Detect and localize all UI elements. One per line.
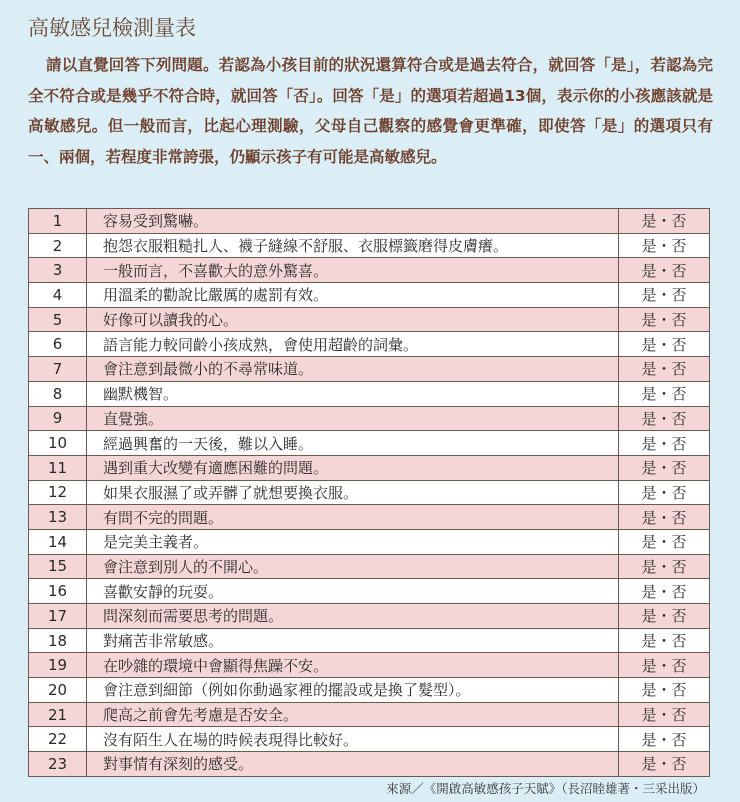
table-row	[29, 628, 710, 653]
question-text: 在吵雜的環境中會顯得焦躁不安。	[87, 653, 619, 678]
table-row	[29, 209, 710, 234]
table-row	[29, 357, 710, 382]
table-row	[29, 529, 710, 554]
question-text: 如果衣服濕了或弄髒了就想要換衣服。	[87, 480, 619, 505]
yes-no-answer[interactable]: 是・否	[619, 455, 710, 480]
question-number: 9	[29, 406, 87, 431]
question-text: 會注意到最微小的不尋常味道。	[87, 357, 619, 382]
question-text: 會注意到細節（例如你動過家裡的擺設或是換了髮型）。	[87, 678, 619, 703]
question-text: 好像可以讀我的心。	[87, 307, 619, 332]
table-row	[29, 332, 710, 357]
yes-no-answer[interactable]: 是・否	[619, 678, 710, 703]
question-number: 19	[29, 653, 87, 678]
yes-no-answer[interactable]: 是・否	[619, 480, 710, 505]
yes-no-answer[interactable]: 是・否	[619, 283, 710, 308]
question-number: 15	[29, 554, 87, 579]
yes-no-answer[interactable]: 是・否	[619, 529, 710, 554]
question-number: 5	[29, 307, 87, 332]
question-text: 抱怨衣服粗糙扎人、襪子縫線不舒服、衣服標籤磨得皮膚癢。	[87, 233, 619, 258]
question-number: 7	[29, 357, 87, 382]
yes-no-answer[interactable]: 是・否	[619, 209, 710, 234]
question-text: 會注意到別人的不開心。	[87, 554, 619, 579]
table-row	[29, 727, 710, 752]
table-row	[29, 505, 710, 530]
yes-no-answer[interactable]: 是・否	[619, 628, 710, 653]
questionnaire-table	[28, 208, 710, 777]
table-row	[29, 381, 710, 406]
question-text: 對事情有深刻的感受。	[87, 752, 619, 777]
question-number: 1	[29, 209, 87, 234]
table-row	[29, 554, 710, 579]
question-text: 爬高之前會先考慮是否安全。	[87, 702, 619, 727]
question-text: 喜歡安靜的玩耍。	[87, 579, 619, 604]
yes-no-answer[interactable]: 是・否	[619, 653, 710, 678]
question-text: 是完美主義者。	[87, 529, 619, 554]
question-text: 幽默機智。	[87, 381, 619, 406]
yes-no-answer[interactable]: 是・否	[619, 258, 710, 283]
question-text: 遇到重大改變有適應困難的問題。	[87, 455, 619, 480]
table-row	[29, 604, 710, 629]
table-row	[29, 752, 710, 777]
table-row	[29, 233, 710, 258]
yes-no-answer[interactable]: 是・否	[619, 727, 710, 752]
yes-no-answer[interactable]: 是・否	[619, 505, 710, 530]
question-number: 13	[29, 505, 87, 530]
intro-paragraph: 請以直覺回答下列問題。若認為小孩目前的狀況還算符合或是過去符合，就回答「是」，若認為完全不符合或是幾乎不符合時，就回答「否」。回答「是」的選項若超過13個，表示你的小孩應該就是高敏感兒。但一般而言，比起心理測驗，父母自己觀察的感覺會更準確，即使答「是」的選項只有一、兩個，若程度非常誇張，仍顯示孩子有可能是高敏感兒。	[28, 56, 713, 166]
table-row	[29, 455, 710, 480]
table-row	[29, 431, 710, 456]
table-row	[29, 406, 710, 431]
question-number: 6	[29, 332, 87, 357]
question-number: 14	[29, 529, 87, 554]
yes-no-answer[interactable]: 是・否	[619, 431, 710, 456]
question-number: 17	[29, 604, 87, 629]
yes-no-answer[interactable]: 是・否	[619, 702, 710, 727]
source-caption: 來源／《開啟高敏感孩子天賦》（長沼睦雄著・三采出版）	[386, 781, 705, 796]
question-number: 20	[29, 678, 87, 703]
table-row	[29, 678, 710, 703]
question-number: 18	[29, 628, 87, 653]
question-text: 有問不完的問題。	[87, 505, 619, 530]
question-text: 問深刻而需要思考的問題。	[87, 604, 619, 629]
yes-no-answer[interactable]: 是・否	[619, 233, 710, 258]
question-number: 8	[29, 381, 87, 406]
question-text: 經過興奮的一天後，難以入睡。	[87, 431, 619, 456]
table-row	[29, 283, 710, 308]
question-number: 3	[29, 258, 87, 283]
question-number: 12	[29, 480, 87, 505]
yes-no-answer[interactable]: 是・否	[619, 554, 710, 579]
question-number: 2	[29, 233, 87, 258]
yes-no-answer[interactable]: 是・否	[619, 406, 710, 431]
question-number: 22	[29, 727, 87, 752]
question-text: 容易受到驚嚇。	[87, 209, 619, 234]
table-row	[29, 307, 710, 332]
yes-no-answer[interactable]: 是・否	[619, 604, 710, 629]
question-number: 11	[29, 455, 87, 480]
question-text: 語言能力較同齡小孩成熟，會使用超齡的詞彙。	[87, 332, 619, 357]
question-number: 16	[29, 579, 87, 604]
page-title: 高敏感兒檢測量表	[28, 16, 196, 40]
question-number: 10	[29, 431, 87, 456]
question-number: 21	[29, 702, 87, 727]
question-text: 用溫柔的勸說比嚴厲的處罰有效。	[87, 283, 619, 308]
question-text: 一般而言，不喜歡大的意外驚喜。	[87, 258, 619, 283]
question-number: 4	[29, 283, 87, 308]
table-row	[29, 653, 710, 678]
yes-no-answer[interactable]: 是・否	[619, 752, 710, 777]
question-text: 直覺強。	[87, 406, 619, 431]
table-row	[29, 258, 710, 283]
yes-no-answer[interactable]: 是・否	[619, 307, 710, 332]
yes-no-answer[interactable]: 是・否	[619, 381, 710, 406]
table-row	[29, 480, 710, 505]
yes-no-answer[interactable]: 是・否	[619, 357, 710, 382]
yes-no-answer[interactable]: 是・否	[619, 332, 710, 357]
question-text: 對痛苦非常敏感。	[87, 628, 619, 653]
table-row	[29, 579, 710, 604]
question-text: 沒有陌生人在場的時候表現得比較好。	[87, 727, 619, 752]
yes-no-answer[interactable]: 是・否	[619, 579, 710, 604]
question-number: 23	[29, 752, 87, 777]
table-row	[29, 702, 710, 727]
